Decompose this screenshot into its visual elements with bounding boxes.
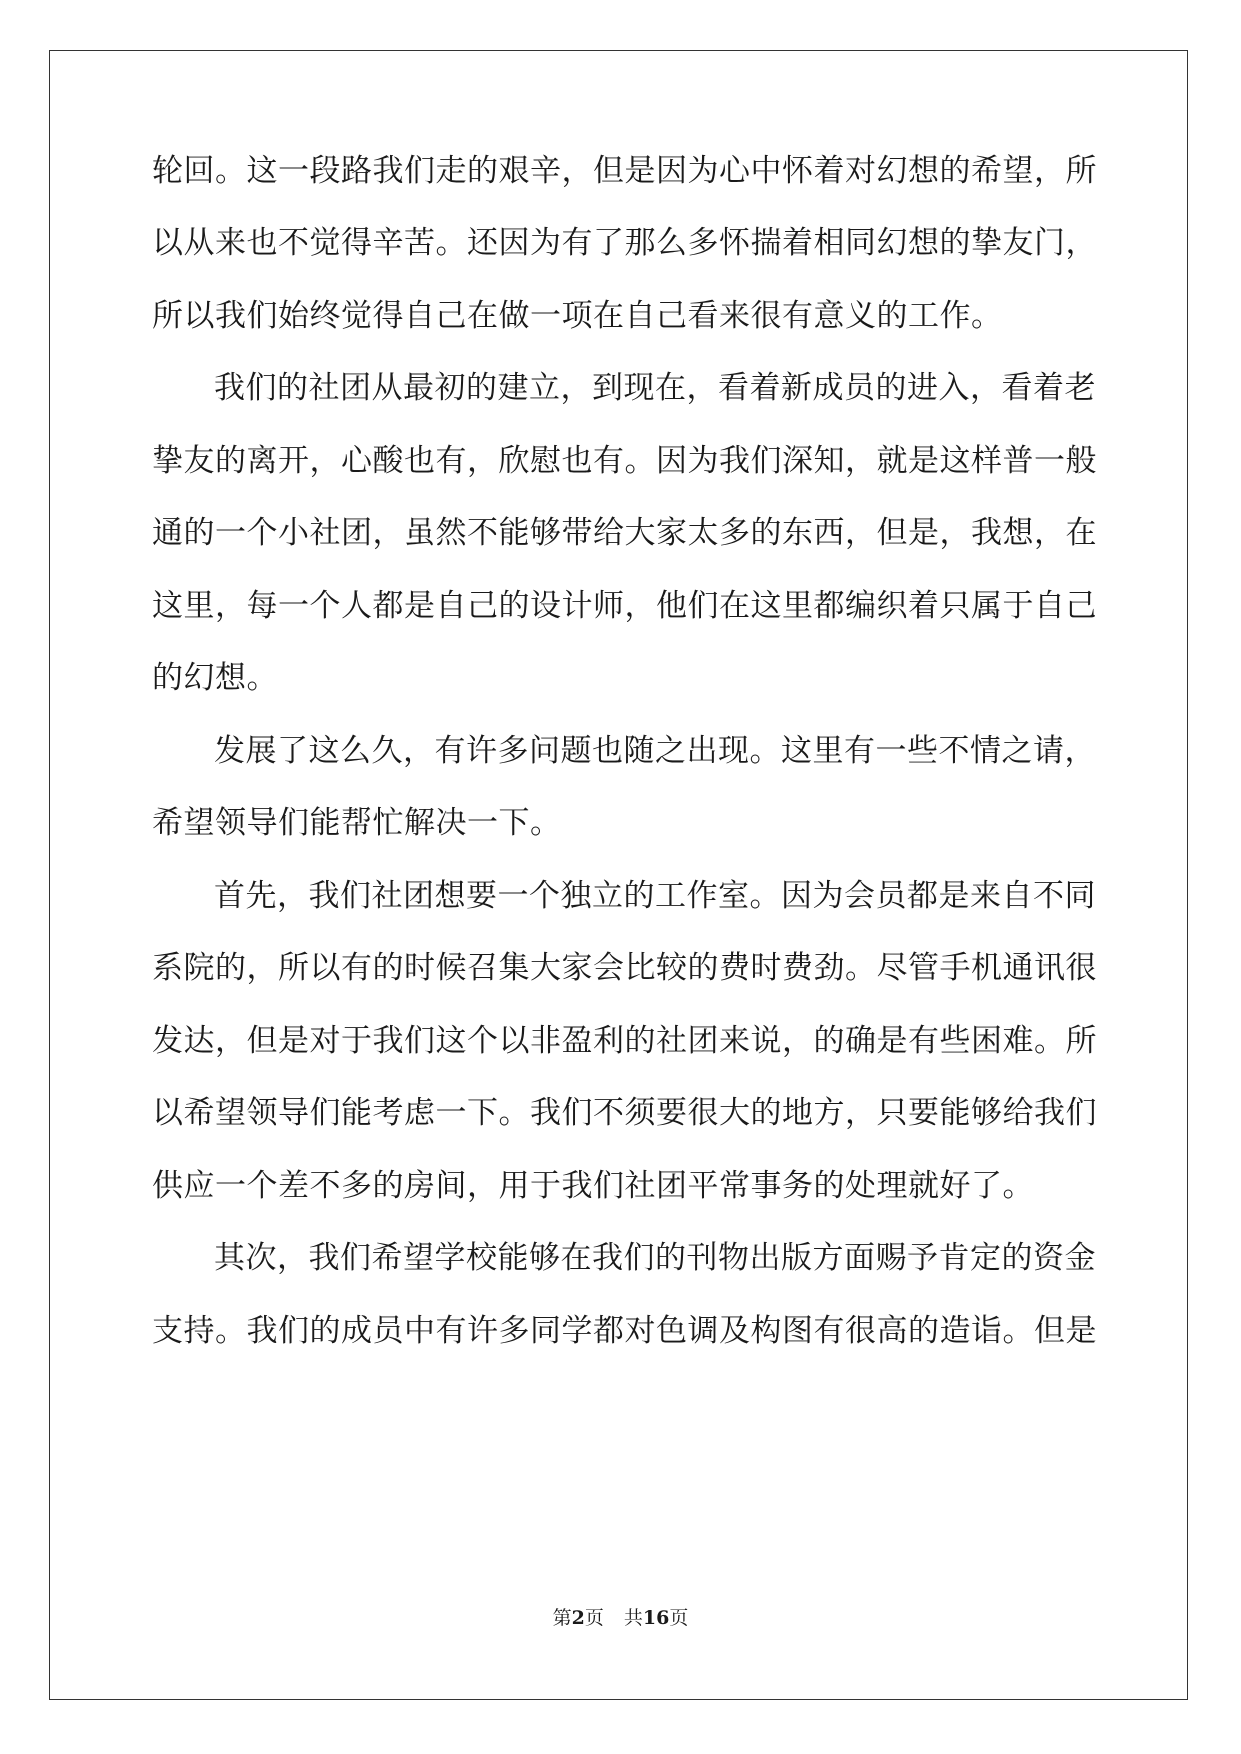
text-line: 这里，每一个人都是自己的设计师，他们在这里都编织着只属于自己: [152, 588, 1097, 624]
text-line: 系院的，所以有的时候召集大家会比较的费时费劲。尽管手机通讯很: [152, 950, 1097, 986]
text-line: 的幻想。: [152, 660, 278, 696]
text-line: 支持。我们的成员中有许多同学都对色调及构图有很高的造诣。但是: [152, 1313, 1097, 1349]
text-line: 轮回。这一段路我们走的艰辛，但是因为心中怀着对幻想的希望，所: [152, 153, 1097, 189]
text-line: 首先，我们社团想要一个独立的工作室。因为会员都是来自不同: [214, 878, 1096, 914]
text-line: 希望领导们能帮忙解决一下。: [152, 805, 562, 841]
text-line: 以从来也不觉得辛苦。还因为有了那么多怀揣着相同幻想的挚友门，: [152, 225, 1097, 261]
footer-total-prefix: 共: [623, 1607, 643, 1629]
footer-total-suffix: 页: [669, 1607, 689, 1629]
text-line: 通的一个小社团，虽然不能够带给大家太多的东西，但是，我想，在: [152, 515, 1097, 551]
text-line: 发达，但是对于我们这个以非盈利的社团来说，的确是有些困难。所: [152, 1023, 1097, 1059]
text-line: 挚友的离开，心酸也有，欣慰也有。因为我们深知，就是这样普一般: [152, 443, 1097, 479]
text-line: 供应一个差不多的房间，用于我们社团平常事务的处理就好了。: [152, 1168, 1034, 1204]
current-page-number: 2: [571, 1607, 585, 1629]
text-line: 其次，我们希望学校能够在我们的刊物出版方面赐予肯定的资金: [214, 1240, 1096, 1276]
footer-prefix: 第: [552, 1607, 572, 1629]
footer-page-suffix: 页: [584, 1607, 604, 1629]
text-line: 发展了这么久，有许多问题也随之出现。这里有一些不情之请，: [214, 733, 1096, 769]
page-footer: [0, 1606, 1241, 1630]
text-line: 所以我们始终觉得自己在做一项在自己看来很有意义的工作。: [152, 298, 1003, 334]
total-page-count: 16: [642, 1607, 670, 1629]
text-line: 我们的社团从最初的建立，到现在，看着新成员的进入，看着老: [214, 370, 1096, 406]
text-line: 以希望领导们能考虑一下。我们不须要很大的地方，只要能够给我们: [152, 1095, 1097, 1131]
